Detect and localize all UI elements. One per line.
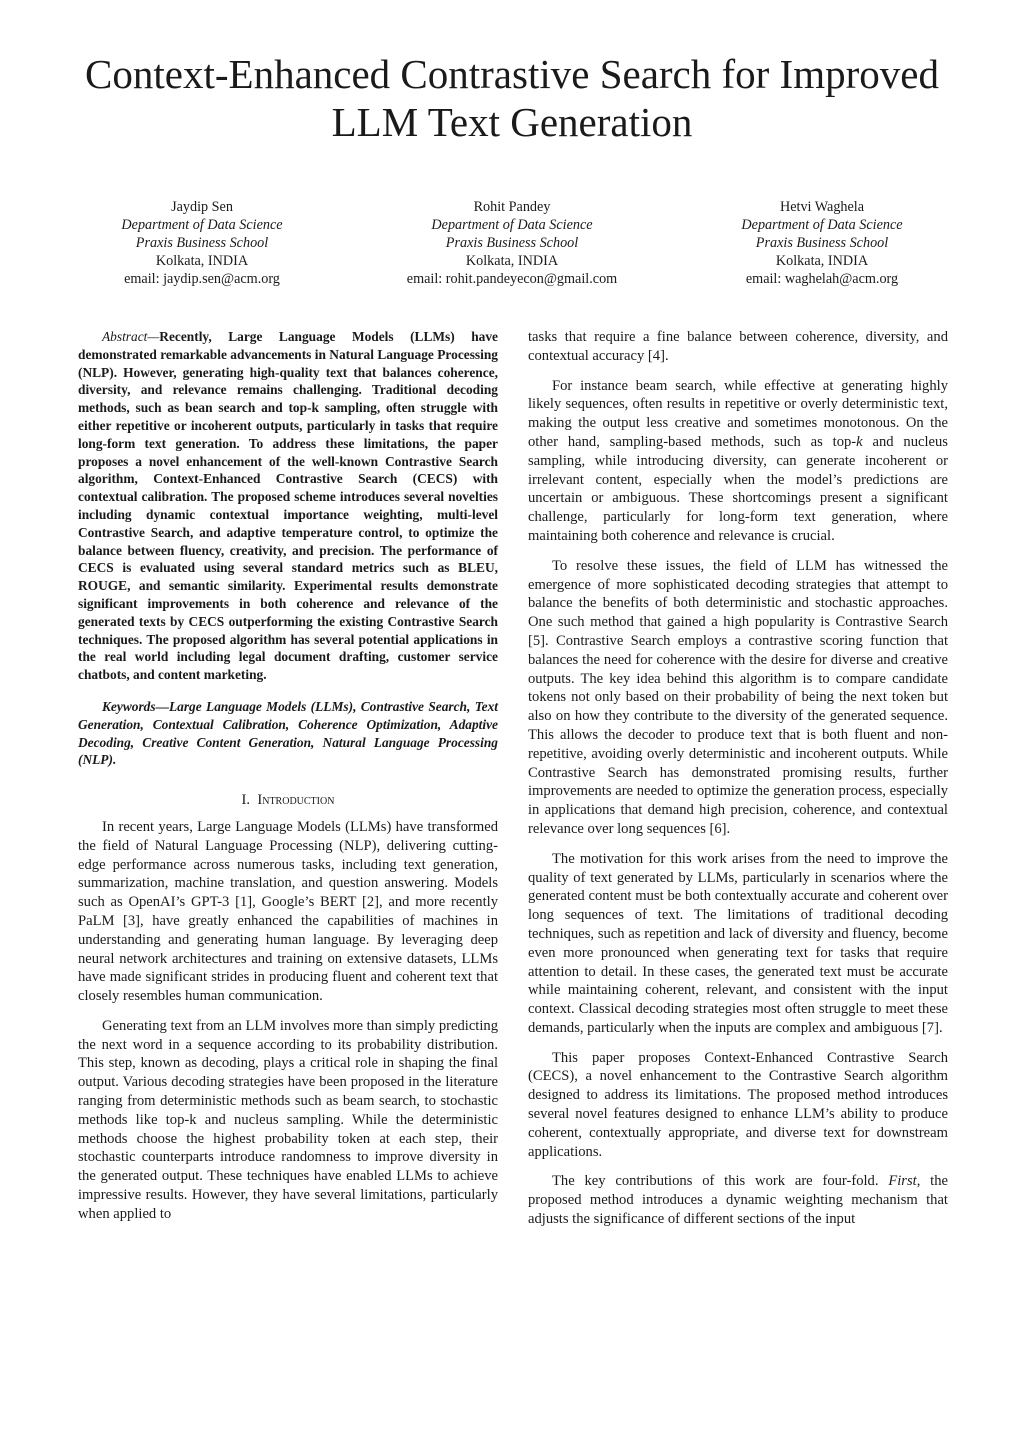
- author-2: [352, 198, 672, 288]
- paragraph-motivation: The motivation for this work arises from the need to improve the quality of text generated by LLMs, particularly in scenarios where the generated content must be both contextually accurate and coherent over long sequences of text. The limitations of traditional decoding techniques, such as repetition and lack of diversity and fluency, become even more pronounced when generating text for tasks that require attention to detail. In these cases, the generated text must be accurate while maintaining coherent, relevant, and consistent with the input context. Classical decoding strategies most often struggle to meet these demands, particularly when the inputs are complex and ambiguous [7].: [528, 850, 948, 1036]
- paragraph-proposal: This paper proposes Context-Enhanced Contrastive Search (CECS), a novel enhancement to the Contrastive Search algorithm designed to address its limitations. The proposed method introduces several novel features designed to enhance LLM’s ability to produce coherent, contextually appropriate, and diverse text for downstream applications.: [528, 1049, 948, 1160]
- title-line-1: Context-Enhanced Contrastive Search for Improved: [85, 51, 939, 97]
- author-3: [662, 198, 982, 288]
- text-run: The key contributions of this work are four-fold.: [552, 1173, 889, 1190]
- abstract: [78, 328, 498, 684]
- section-number: I.: [241, 792, 251, 809]
- author-school: Praxis Business School: [135, 235, 269, 251]
- section-title: Introduction: [257, 792, 335, 809]
- author-city: Kolkata, INDIA: [465, 253, 559, 269]
- italic-k: k: [856, 433, 863, 450]
- text-run: and nucleus sampling, while introducing diversity, can generate incoherent or irrelevant content, especially when the model’s predictions are uncertain or ambiguous. These shortcomings present a significant challenge, particularly for long-form text generation, where maintaining both coherence and relevance is crucial.: [528, 433, 948, 544]
- text-run: For instance beam search, while effective at generating highly likely sequences, often results in repetitive or overly deterministic text, making the output less creative and sometimes monotonous. On the other hand, sampling-based methods, such as top-: [528, 377, 948, 450]
- paragraph-contrastive-search: To resolve these issues, the field of LLM has witnessed the emergence of more sophisticated decoding strategies that attempt to balance the benefits of both deterministic and stochastic approaches. One such method that gained a high popularity is Contrastive Search [5]. Contrastive Search employs a contrastive scoring function that balances the need for coherence with the desire for diverse and creative outputs. The key idea behind this algorithm is to compare candidate tokens not only based on their probability of being the next token but also on how they contribute to the diversity of the generated sequence. This allows the decoder to produce text that is both fluent and non-repetitive, avoiding overly deterministic and incoherent outputs. While Contrastive Search has demonstrated promising results, further improvements are needed to optimize the generation process, especially in applications that demand high precision, coherence, and contextual relevance over long sequences [6].: [528, 557, 948, 837]
- title-line-2: LLM Text Generation: [331, 99, 693, 145]
- author-1: [42, 198, 362, 288]
- intro-paragraph-2: Generating text from an LLM involves more than simply predicting the next word in a sequence according to its probability distribution. This step, known as decoding, plays a critical role in shaping the final output. Various decoding strategies have been proposed in the literature ranging from deterministic methods such as beam search, to stochastic methods like top-k and nucleus sampling. While the deterministic methods choose the highest probability token at each step, their stochastic counterparts introduce randomness to improve diversity in the generated output. These techniques have enabled LLMs to achieve impressive results. However, they have several limitations, particularly when applied to: [78, 1017, 498, 1222]
- section-heading-introduction: [78, 791, 498, 810]
- abstract-label: Abstract—: [102, 329, 160, 344]
- author-city: Kolkata, INDIA: [775, 253, 869, 269]
- author-block: [0, 198, 1024, 298]
- text-run: , the proposed method introduces a dynamic weighting mechanism that adjusts the significance of different sections of the input: [528, 1173, 948, 1228]
- author-school: Praxis Business School: [445, 235, 579, 251]
- author-email: email: jaydip.sen@acm.org: [124, 271, 280, 287]
- author-school: Praxis Business School: [755, 235, 889, 251]
- author-email: email: waghelah@acm.org: [745, 271, 899, 287]
- author-department: Department of Data Science: [741, 217, 903, 233]
- author-name: Hetvi Waghela: [779, 199, 865, 215]
- paragraph-beam-search: [528, 377, 948, 546]
- author-name: Rohit Pandey: [473, 199, 551, 215]
- paragraph-continued: tasks that require a fine balance between coherence, diversity, and contextual accuracy [4].: [528, 329, 948, 364]
- author-name: Jaydip Sen: [171, 199, 233, 215]
- keywords: [78, 698, 498, 769]
- italic-first: First: [888, 1173, 917, 1190]
- author-email: email: rohit.pandeyecon@gmail.com: [406, 271, 618, 287]
- author-department: Department of Data Science: [431, 217, 593, 233]
- abstract-text: Recently, Large Language Models (LLMs) have demonstrated remarkable advancements in Natural Language Processing (NLP). However, generating high-quality text that balances coherence, diversity, and relevance remains challenging. Traditional decoding methods, such as bean search and top-k sampling, often struggle with either repetitive or incoherent outputs, particularly in tasks that require long-form text generation. To address these limitations, the paper proposes a novel enhancement of the well-known Contrastive Search algorithm, Context-Enhanced Contrastive Search (CECS) with contextual calibration. The proposed scheme introduces several novelties including dynamic contextual importance weighting, multi-level Contrastive Search, and adaptive temperature control, to optimize the balance between fluency, creativity, and precision. The performance of CECS is evaluated using several standard metrics such as BLEU, ROUGE, and semantic similarity. Experimental results demonstrate significant improvements in both coherence and relevance of the generated texts by CECS outperforming the existing Contrastive Search techniques. The proposed algorithm has several potential applications in the real world including legal document drafting, customer service chatbots, and content marketing.: [78, 329, 498, 683]
- left-column: [78, 328, 498, 1224]
- author-department: Department of Data Science: [121, 217, 283, 233]
- paragraph-contributions: [528, 1172, 948, 1228]
- keywords-label: Keywords—: [102, 698, 169, 714]
- keywords-text: Large Language Models (LLMs), Contrastive Search, Text Generation, Contextual Calibration, Coherence Optimization, Adaptive Decoding, Creative Content Generation, Natural Language Processing (NLP).: [78, 698, 498, 768]
- intro-paragraph-1: In recent years, Large Language Models (LLMs) have transformed the field of Natural Language Processing (NLP), delivering cutting-edge performance across numerous tasks, including text generation, summarization, machine translation, and question answering. Models such as OpenAI’s GPT-3 [1], Google’s BERT [2], and more recently PaLM [3], have greatly enhanced the capabilities of machines in understanding and generating human language. By leveraging deep neural network architectures and training on extensive datasets, LLMs have made significant strides in producing fluent and coherent text that closely resembles human communication.: [78, 818, 498, 1005]
- author-city: Kolkata, INDIA: [155, 253, 249, 269]
- right-column: [528, 328, 948, 1229]
- paper-title: [40, 50, 984, 146]
